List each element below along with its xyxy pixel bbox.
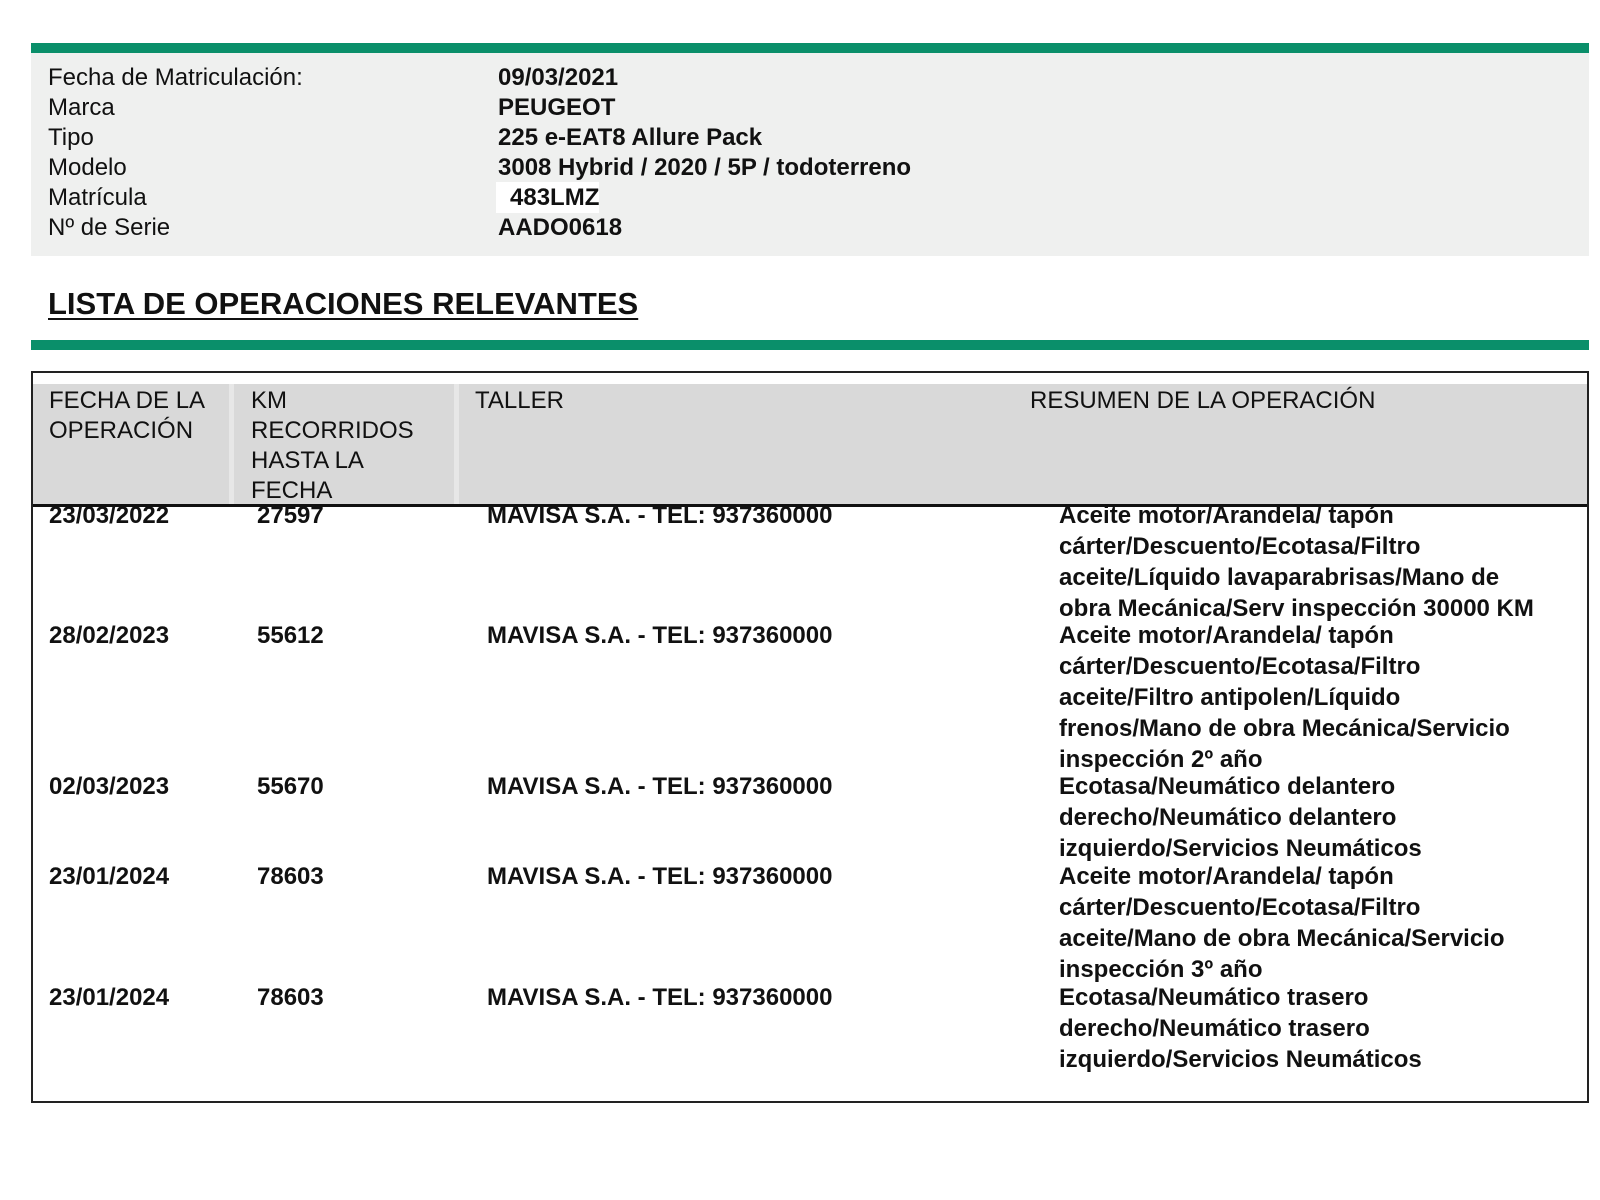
row-summary-line: cárter/Descuento/Ecotasa/Filtro	[1059, 533, 1421, 560]
brand-value: PEUGEOT	[498, 94, 616, 121]
plate-value-wrap	[498, 182, 599, 213]
row-summary-line: inspección 2º año	[1059, 746, 1263, 773]
type-label: Tipo	[48, 124, 94, 151]
row-summary-line: izquierdo/Servicios Neumáticos	[1059, 835, 1422, 862]
type-value: 225 e-EAT8 Allure Pack	[498, 124, 763, 151]
header-summary	[1030, 386, 1375, 416]
row-shop: MAVISA S.A. - TEL: 937360000	[487, 622, 833, 649]
header-km	[251, 386, 414, 506]
row-km: 78603	[257, 863, 324, 890]
serial-label: Nº de Serie	[48, 214, 171, 241]
model-value: 3008 Hybrid / 2020 / 5P / todoterreno	[498, 154, 912, 181]
row-summary	[1059, 500, 1579, 624]
row-km: 27597	[257, 502, 324, 529]
row-summary-line: aceite/Mano de obra Mecánica/Servicio	[1059, 925, 1505, 952]
header-shop	[475, 386, 564, 416]
header-km-line: KM	[251, 387, 287, 414]
plate-label: Matrícula	[48, 184, 147, 211]
row-summary	[1059, 982, 1579, 1075]
row-shop: MAVISA S.A. - TEL: 937360000	[487, 984, 833, 1011]
vehicle-info-box	[31, 53, 1589, 256]
row-summary-line: Ecotasa/Neumático trasero	[1059, 984, 1369, 1011]
row-date: 28/02/2023	[49, 622, 170, 649]
brand-label: Marca	[48, 94, 115, 121]
row-date: 02/03/2023	[49, 773, 170, 800]
vehicle-row-brand	[48, 92, 1548, 123]
table-header	[33, 384, 1587, 507]
row-summary-line: aceite/Filtro antipolen/Líquido	[1059, 684, 1401, 711]
row-shop: MAVISA S.A. - TEL: 937360000	[487, 773, 833, 800]
row-summary-line: obra Mecánica/Serv inspección 30000 KM	[1059, 595, 1534, 622]
header-shop-line: TALLER	[475, 387, 564, 414]
vehicle-row-plate	[48, 182, 1548, 213]
row-km: 78603	[257, 984, 324, 1011]
row-summary	[1059, 771, 1579, 864]
row-summary-line: frenos/Mano de obra Mecánica/Servicio	[1059, 715, 1510, 742]
header-km-line: HASTA LA	[251, 447, 364, 474]
serial-value: AADO0618	[498, 214, 623, 241]
header-date-line: FECHA DE LA	[49, 387, 206, 414]
header-date	[49, 386, 205, 446]
header-column-separator	[454, 384, 459, 504]
row-summary-line: Ecotasa/Neumático delantero	[1059, 773, 1396, 800]
header-km-line: RECORRIDOS	[251, 417, 414, 444]
row-date: 23/01/2024	[49, 984, 170, 1011]
row-summary-line: derecho/Neumático trasero	[1059, 1015, 1370, 1042]
vehicle-row-serial	[48, 212, 1548, 243]
vehicle-row-registration-date	[48, 62, 1548, 93]
row-summary-line: aceite/Líquido lavaparabrisas/Mano de	[1059, 564, 1500, 591]
row-summary-line: izquierdo/Servicios Neumáticos	[1059, 1046, 1422, 1073]
row-date: 23/03/2022	[49, 502, 170, 529]
mid-green-rule	[31, 340, 1589, 350]
row-shop: MAVISA S.A. - TEL: 937360000	[487, 863, 833, 890]
vehicle-row-type	[48, 122, 1548, 153]
row-summary-line: derecho/Neumático delantero	[1059, 804, 1397, 831]
row-summary-line: cárter/Descuento/Ecotasa/Filtro	[1059, 894, 1421, 921]
row-km: 55670	[257, 773, 324, 800]
top-green-rule	[31, 43, 1589, 53]
header-date-line: OPERACIÓN	[49, 417, 194, 444]
operations-table	[31, 371, 1589, 1103]
row-summary-line: Aceite motor/Arandela/ tapón	[1059, 502, 1394, 529]
row-summary	[1059, 861, 1579, 985]
row-summary-line: Aceite motor/Arandela/ tapón	[1059, 622, 1394, 649]
header-km-line: FECHA	[251, 477, 333, 504]
row-summary-line: inspección 3º año	[1059, 956, 1263, 983]
model-label: Modelo	[48, 154, 127, 181]
vehicle-row-model	[48, 152, 1548, 183]
row-date: 23/01/2024	[49, 863, 170, 890]
header-column-separator	[229, 384, 234, 504]
row-km: 55612	[257, 622, 324, 649]
row-shop: MAVISA S.A. - TEL: 937360000	[487, 502, 833, 529]
section-title: LISTA DE OPERACIONES RELEVANTES	[48, 286, 639, 321]
header-summary-line: RESUMEN DE LA OPERACIÓN	[1030, 387, 1376, 414]
row-summary-line: Aceite motor/Arandela/ tapón	[1059, 863, 1394, 890]
row-summary-line: cárter/Descuento/Ecotasa/Filtro	[1059, 653, 1421, 680]
registration-date-label: Fecha de Matriculación:	[48, 64, 303, 91]
plate-value: 483LMZ	[496, 182, 599, 213]
row-summary	[1059, 620, 1579, 775]
registration-date-value: 09/03/2021	[498, 64, 619, 91]
